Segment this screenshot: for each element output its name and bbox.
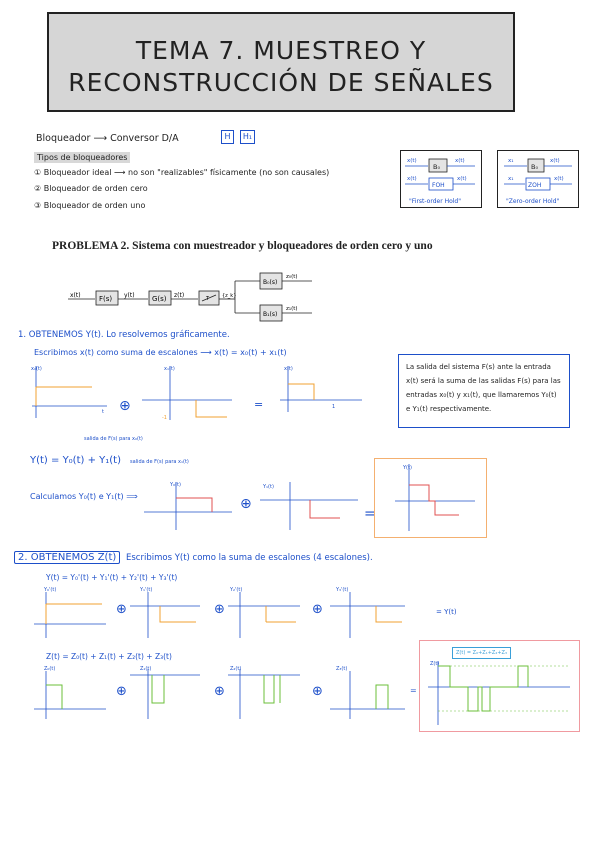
svg-text:z₁(t): z₁(t) [286, 306, 298, 312]
calc-line: Calculamos Y₀(t) e Y₁(t) ⟹ [30, 492, 138, 501]
svg-text:⊕: ⊕ [312, 602, 323, 617]
svg-text:⊕: ⊕ [312, 684, 323, 699]
annotation-y0: salida de F(s) para x₀(t) [84, 436, 143, 442]
x-decomposition [22, 362, 372, 422]
z-steps-row [30, 663, 420, 723]
svg-text:⊕: ⊕ [116, 602, 127, 617]
svg-text:x(t): x(t) [457, 176, 467, 182]
svg-text:x(t): x(t) [407, 158, 417, 164]
svg-text:y(t): y(t) [124, 292, 135, 299]
svg-text:x₁: x₁ [508, 158, 514, 164]
svg-text:x₀(t): x₀(t) [31, 366, 42, 372]
svg-text:⊕: ⊕ [240, 496, 252, 512]
block-diagram [60, 266, 320, 326]
z-result-tag: Z(t) = Z₀+Z₁+Z₂+Z₃ [452, 647, 511, 659]
svg-text:x₁(t): x₁(t) [164, 366, 175, 372]
y-result-box [374, 458, 487, 538]
problem-title: PROBLEMA 2. Sistema con muestreador y bloqueadores de orden cero y uno [52, 240, 433, 252]
svg-text:B₀(s): B₀(s) [263, 279, 278, 286]
svg-text:=: = [410, 686, 417, 695]
svg-text:"First-order Hold": "First-order Hold" [409, 198, 461, 205]
svg-text:⊕: ⊕ [119, 398, 131, 414]
zoh-box [497, 150, 579, 208]
title-line-1: TEMA 7. MUESTREO Y [135, 36, 427, 65]
z-sum-equation: Z(t) = Z₀(t) + Z₁(t) + Z₂(t) + Z₃(t) [46, 652, 172, 661]
svg-text:t: t [102, 409, 104, 415]
foh-box [400, 150, 482, 208]
svg-text:T: T [206, 296, 210, 302]
y-sum-equation: Y(t) = Y₀'(t) + Y₁'(t) + Y₂'(t) + Y₃'(t) [46, 573, 178, 582]
svg-text:=: = [254, 398, 264, 411]
svg-text:Z₁(t): Z₁(t) [140, 666, 152, 672]
tipo-item-2: ② Bloqueador de orden cero [34, 184, 148, 193]
zoh-diagram [498, 151, 578, 207]
svg-text:x(t): x(t) [554, 176, 564, 182]
svg-text:⊕: ⊕ [214, 684, 225, 699]
svg-text:x₁: x₁ [508, 176, 514, 182]
svg-text:Z₂(t): Z₂(t) [230, 666, 242, 672]
title-line-2: RECONSTRUCCIÓN DE SEÑALES [68, 68, 494, 97]
svg-text:⊕: ⊕ [116, 684, 127, 699]
svg-text:⊕: ⊕ [214, 602, 225, 617]
svg-text:Y(t): Y(t) [403, 465, 412, 471]
svg-text:{z_k}: {z_k} [222, 293, 237, 299]
svg-text:1: 1 [332, 404, 336, 410]
svg-text:Y₃'(t): Y₃'(t) [336, 587, 349, 593]
svg-text:x(t): x(t) [455, 158, 465, 164]
section1-heading: 1. OBTENEMOS Y(t). Lo resolvemos gráficamente. [18, 330, 230, 340]
svg-text:=: = [364, 506, 376, 522]
svg-text:F(s): F(s) [99, 295, 113, 303]
svg-text:x(t): x(t) [550, 158, 560, 164]
svg-text:x(t): x(t) [407, 176, 417, 182]
svg-text:Y₀(t): Y₀(t) [170, 482, 181, 488]
svg-text:x(t): x(t) [70, 292, 81, 299]
svg-text:FOH: FOH [432, 182, 445, 189]
tipo-item-3: ③ Bloqueador de orden uno [34, 201, 146, 210]
svg-text:Y₁(t): Y₁(t) [263, 484, 274, 490]
tipo-item-1: ① Bloqueador ideal ⟶ no son "realizables" físicamente (no son causales) [34, 168, 330, 177]
svg-text:B₀: B₀ [433, 163, 441, 171]
tipos-label: Tipos de bloqueadores [34, 152, 130, 163]
svg-text:G(s): G(s) [152, 295, 167, 303]
z-result-box [419, 640, 580, 732]
svg-text:Y₂'(t): Y₂'(t) [230, 587, 243, 593]
svg-text:= Y(t): = Y(t) [436, 608, 457, 616]
svg-text:Z₃(t): Z₃(t) [336, 666, 348, 672]
note-box: La salida del sistema F(s) ante la entrada x(t) será la suma de las salidas F(s) para las entradas x₀(t) y x₁(t), que llamaremos Y₀(t) e Y₁(t) respectivamente. [398, 354, 570, 428]
foh-diagram [401, 151, 481, 207]
title-box [47, 12, 515, 112]
svg-text:Y₁'(t): Y₁'(t) [140, 587, 153, 593]
svg-text:Z₀(t): Z₀(t) [44, 666, 56, 672]
annotation-y1: salida de F(s) para x₁(t) [130, 459, 189, 465]
section2-heading-rest: Escribimos Y(t) como la suma de escalones (4 escalones). [126, 553, 373, 563]
y-steps-row [30, 584, 510, 642]
section1-sub: Escribimos x(t) como suma de escalones ⟶ x(t) = x₀(t) + x₁(t) [34, 348, 287, 357]
bloqueador-line: Bloqueador ⟶ Conversor D/A [36, 133, 179, 144]
y-result-plot [375, 459, 485, 535]
svg-text:Y₀'(t): Y₀'(t) [44, 587, 57, 593]
section2-heading: 2. OBTENEMOS Z(t) [14, 551, 120, 564]
svg-text:-1: -1 [162, 415, 167, 421]
svg-text:"Zero-order Hold": "Zero-order Hold" [506, 198, 560, 205]
svg-text:B₀: B₀ [531, 163, 539, 171]
svg-text:x(t): x(t) [284, 366, 293, 372]
svg-text:B₁(s): B₁(s) [263, 311, 278, 318]
svg-text:ZOH: ZOH [528, 182, 542, 189]
chip-h: H [221, 130, 234, 144]
chip-h1: H₁ [240, 130, 255, 144]
y-equation: Y(t) = Y₀(t) + Y₁(t) [30, 455, 121, 466]
y-components [140, 478, 380, 534]
svg-text:z₀(t): z₀(t) [286, 274, 298, 280]
svg-text:z(t): z(t) [174, 292, 185, 299]
svg-text:Z(t): Z(t) [430, 661, 440, 667]
